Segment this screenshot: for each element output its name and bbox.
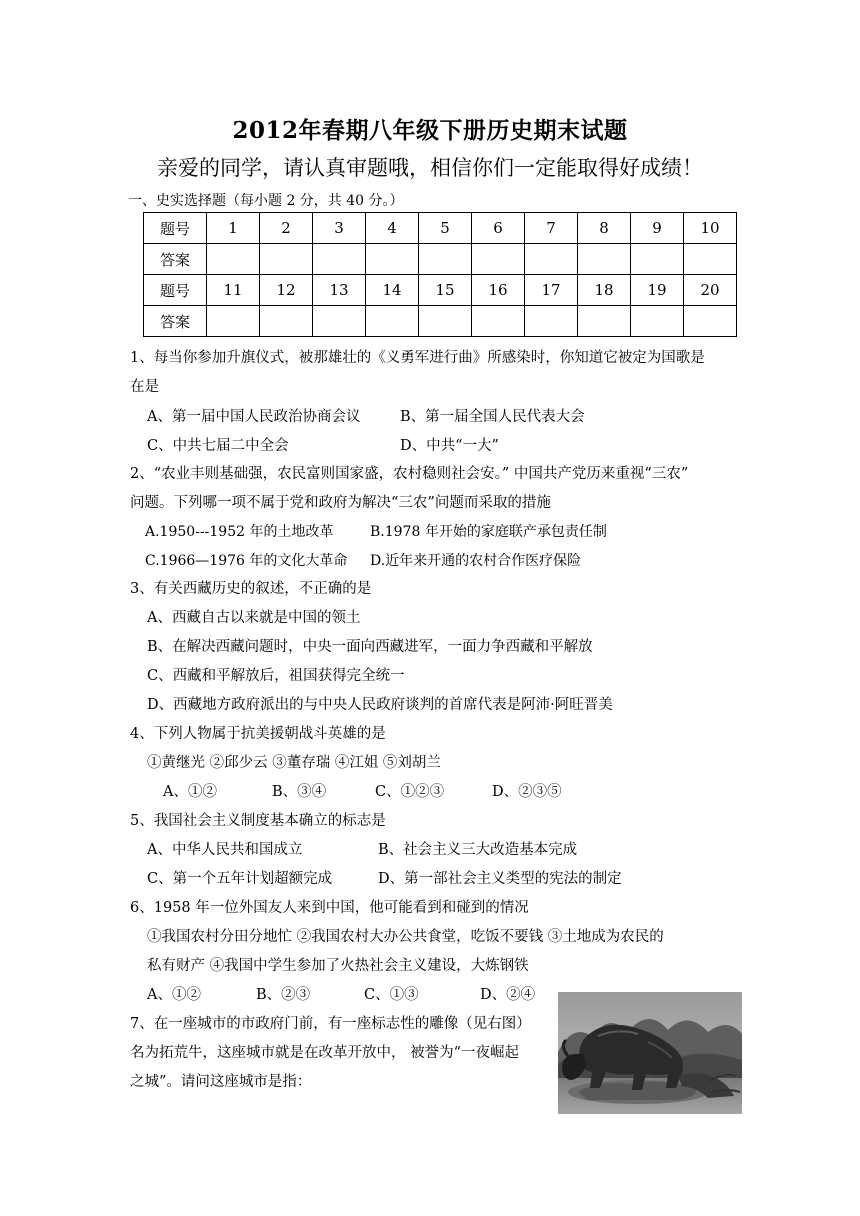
question-6-option-a: A、①②	[147, 987, 201, 1003]
table-cell: 2	[260, 213, 313, 244]
table-cell: 15	[419, 275, 472, 306]
table-cell: 16	[472, 275, 525, 306]
question-1-option-a: A、第一届中国人民政治协商会议	[147, 409, 361, 425]
question-4-stem: 4、下列人物属于抗美援朝战斗英雄的是	[130, 726, 386, 742]
question-5-option-d: D、第一部社会主义类型的宪法的制定	[378, 871, 622, 887]
table-cell: 5	[419, 213, 472, 244]
table-cell: 1	[207, 213, 260, 244]
question-6-items-cont: 私有财产 ④我国中学生参加了火热社会主义建设，大炼钢铁	[147, 958, 529, 974]
table-cell: 4	[366, 213, 419, 244]
table-cell: 12	[260, 275, 313, 306]
table-cell: 13	[313, 275, 366, 306]
question-1-stem: 1、每当你参加升旗仪式，被那雄壮的《义勇军进行曲》所感染时，你知道它被定为国歌是	[130, 350, 705, 366]
question-2-stem: 2、“农业丰则基础强，农民富则国家盛，农村稳则社会安。” 中国共产党历来重视“三农”	[130, 466, 689, 482]
answer-cell[interactable]	[419, 306, 472, 337]
answer-cell[interactable]	[313, 306, 366, 337]
section-heading: 一、史实选择题（每小题 2 分，共 40 分。）	[128, 193, 404, 209]
answer-cell[interactable]	[207, 244, 260, 275]
table-header-cell: 答案	[144, 244, 207, 275]
question-1-option-d: D、中共“一大”	[400, 438, 499, 454]
question-6-stem: 6、1958 年一位外国友人来到中国，他可能看到和碰到的情况	[130, 900, 529, 916]
answer-cell[interactable]	[631, 306, 684, 337]
question-7-stem-end: 之城”。请问这座城市是指：	[130, 1074, 312, 1090]
page-title: 2012年春期八年级下册历史期末试题	[232, 117, 628, 144]
answer-cell[interactable]	[260, 306, 313, 337]
question-7-stem: 7、在一座城市的市政府门前，有一座标志性的雕像（见右图）	[130, 1016, 531, 1032]
table-row	[144, 213, 737, 244]
table-row	[144, 275, 737, 306]
answer-cell[interactable]	[578, 244, 631, 275]
question-3-option-c: C、西藏和平解放后，祖国获得完全统一	[147, 668, 405, 684]
table-cell: 8	[578, 213, 631, 244]
answer-table	[143, 212, 737, 337]
question-1-stem-cont: 在是	[130, 379, 159, 395]
answer-cell[interactable]	[366, 306, 419, 337]
question-5-option-a: A、中华人民共和国成立	[147, 842, 303, 858]
question-1-option-c: C、中共七届二中全会	[147, 438, 289, 454]
answer-cell[interactable]	[684, 306, 737, 337]
question-6-items: ①我国农村分田分地忙 ②我国农村大办公共食堂，吃饭不要钱 ③土地成为农民的	[147, 929, 664, 945]
question-3-stem: 3、有关西藏历史的叙述，不正确的是	[130, 581, 372, 597]
question-7-stem-cont: 名为拓荒牛，这座城市就是在改革开放中， 被誉为“一夜崛起	[130, 1045, 520, 1061]
question-2-option-c: C.1966—1976 年的文化大革命	[145, 553, 348, 569]
question-1-option-b: B、第一届全国人民代表大会	[400, 409, 585, 425]
table-cell: 11	[207, 275, 260, 306]
question-5-option-c: C、第一个五年计划超额完成	[147, 871, 333, 887]
question-3-option-a: A、西藏自古以来就是中国的领土	[147, 610, 361, 626]
answer-cell[interactable]	[472, 244, 525, 275]
answer-cell[interactable]	[260, 244, 313, 275]
table-row	[144, 306, 737, 337]
answer-cell[interactable]	[313, 244, 366, 275]
question-6-option-c: C、①③	[364, 987, 419, 1003]
table-cell: 10	[684, 213, 737, 244]
table-cell: 17	[525, 275, 578, 306]
table-cell: 3	[313, 213, 366, 244]
question-4-option-c: C、①②③	[375, 784, 445, 800]
page-subtitle: 亲爱的同学，请认真审题哦，相信你们一定能取得好成绩！	[157, 156, 703, 180]
question-4-items: ①黄继光 ②邱少云 ③董存瑞 ④江姐 ⑤刘胡兰	[147, 755, 441, 771]
table-cell: 20	[684, 275, 737, 306]
question-5-stem: 5、我国社会主义制度基本确立的标志是	[130, 813, 386, 829]
question-4-option-a: A、①②	[163, 784, 217, 800]
answer-cell[interactable]	[472, 306, 525, 337]
table-cell: 18	[578, 275, 631, 306]
answer-cell[interactable]	[207, 306, 260, 337]
table-cell: 14	[366, 275, 419, 306]
question-6-option-b: B、②③	[256, 987, 311, 1003]
table-cell: 6	[472, 213, 525, 244]
question-3-option-b: B、在解决西藏问题时，中央一面向西藏进军，一面力争西藏和平解放	[147, 639, 593, 655]
question-4-option-d: D、②③⑤	[492, 784, 562, 800]
table-header-cell: 题号	[144, 213, 207, 244]
bull-statue-photo-icon	[558, 992, 742, 1114]
table-cell: 19	[631, 275, 684, 306]
question-4-option-b: B、③④	[272, 784, 327, 800]
table-cell: 7	[525, 213, 578, 244]
question-6-option-d: D、②④	[480, 987, 536, 1003]
answer-cell[interactable]	[366, 244, 419, 275]
table-cell: 9	[631, 213, 684, 244]
question-2-stem-cont: 问题。下列哪一项不属于党和政府为解决“三农”问题而采取的措施	[130, 495, 551, 511]
question-2-option-d: D.近年来开通的农村合作医疗保险	[370, 553, 582, 569]
answer-cell[interactable]	[578, 306, 631, 337]
answer-cell[interactable]	[419, 244, 472, 275]
question-5-option-b: B、社会主义三大改造基本完成	[378, 842, 578, 858]
question-3-option-d: D、西藏地方政府派出的与中央人民政府谈判的首席代表是阿沛·阿旺晋美	[147, 697, 613, 713]
table-row	[144, 244, 737, 275]
answer-cell[interactable]	[684, 244, 737, 275]
answer-cell[interactable]	[525, 244, 578, 275]
answer-cell[interactable]	[525, 306, 578, 337]
table-header-cell: 题号	[144, 275, 207, 306]
table-header-cell: 答案	[144, 306, 207, 337]
question-2-option-b: B.1978 年开始的家庭联产承包责任制	[370, 524, 607, 540]
question-2-option-a: A.1950---1952 年的土地改革	[145, 524, 334, 540]
answer-cell[interactable]	[631, 244, 684, 275]
